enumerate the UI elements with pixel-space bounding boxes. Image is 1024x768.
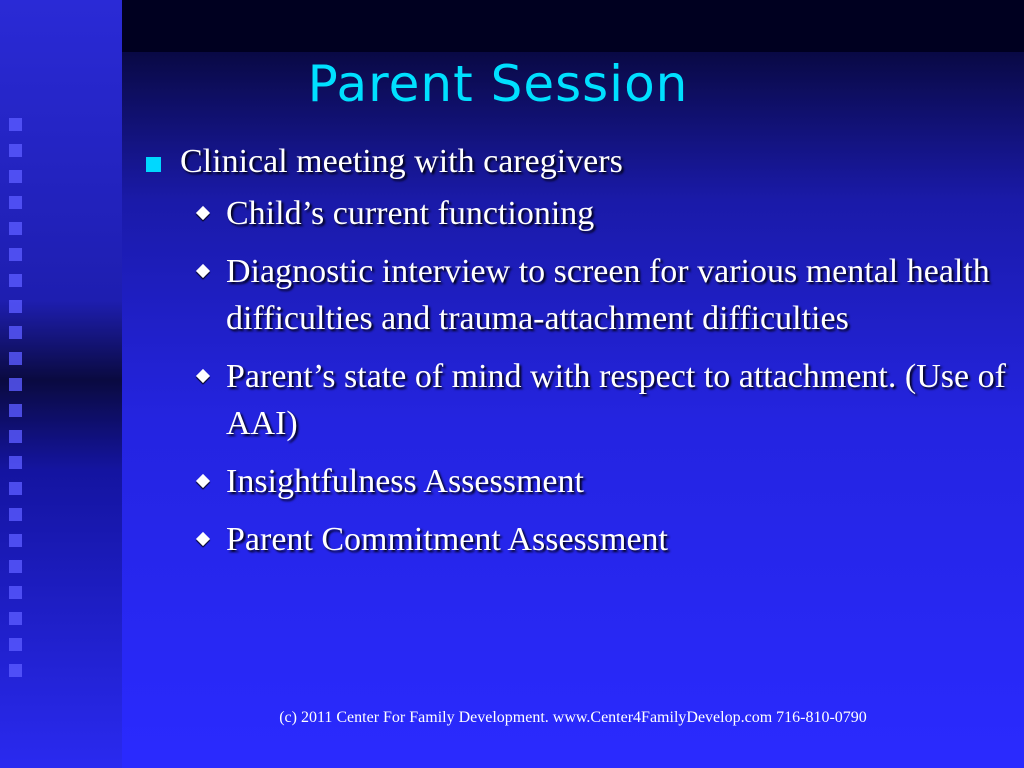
left-decorative-panel bbox=[0, 0, 122, 768]
decorative-square bbox=[9, 170, 22, 183]
decorative-square bbox=[9, 612, 22, 625]
sub-bullet-text: Child’s current functioning bbox=[226, 195, 595, 232]
bullet-item bbox=[140, 140, 1010, 184]
square-bullet-icon bbox=[146, 157, 161, 172]
bullet-text: Clinical meeting with caregivers bbox=[180, 143, 623, 180]
decorative-square bbox=[9, 300, 22, 313]
sub-bullet-text: Insightfulness Assessment bbox=[226, 463, 584, 500]
sub-bullet-item bbox=[140, 248, 1010, 342]
title-band bbox=[122, 0, 1024, 52]
sub-bullet-text: Parent Commitment Assessment bbox=[226, 521, 668, 558]
sub-bullet-text: Diagnostic interview to screen for various mental health difficulties and trauma-attachment difficulties bbox=[226, 253, 990, 337]
decorative-square bbox=[9, 456, 22, 469]
decorative-square bbox=[9, 248, 22, 261]
sub-bullet-text: Parent’s state of mind with respect to attachment. (Use of AAI) bbox=[226, 358, 1006, 442]
decorative-square bbox=[9, 534, 22, 547]
decorative-squares bbox=[6, 118, 30, 690]
diamond-bullet-icon bbox=[196, 369, 210, 383]
sub-bullet-item bbox=[140, 458, 1010, 505]
decorative-square bbox=[9, 586, 22, 599]
decorative-square bbox=[9, 560, 22, 573]
diamond-bullet-icon bbox=[196, 532, 210, 546]
decorative-square bbox=[9, 222, 22, 235]
decorative-square bbox=[9, 118, 22, 131]
decorative-square bbox=[9, 664, 22, 677]
sub-bullet-item bbox=[140, 353, 1010, 447]
decorative-square bbox=[9, 196, 22, 209]
diamond-bullet-icon bbox=[196, 264, 210, 278]
decorative-square bbox=[9, 352, 22, 365]
decorative-square bbox=[9, 326, 22, 339]
slide-footer: (c) 2011 Center For Family Development. www.Center4FamilyDevelop.com 716-810-0790 bbox=[279, 709, 867, 726]
decorative-square bbox=[9, 378, 22, 391]
decorative-square bbox=[9, 144, 22, 157]
decorative-square bbox=[9, 274, 22, 287]
slide-title: Parent Session bbox=[307, 55, 689, 113]
slide-content bbox=[140, 140, 1010, 574]
diamond-bullet-icon bbox=[196, 474, 210, 488]
decorative-square bbox=[9, 638, 22, 651]
sub-bullet-item bbox=[140, 190, 1010, 237]
decorative-square bbox=[9, 508, 22, 521]
decorative-square bbox=[9, 430, 22, 443]
sub-bullet-item bbox=[140, 516, 1010, 563]
diamond-bullet-icon bbox=[196, 206, 210, 220]
decorative-square bbox=[9, 482, 22, 495]
decorative-square bbox=[9, 404, 22, 417]
